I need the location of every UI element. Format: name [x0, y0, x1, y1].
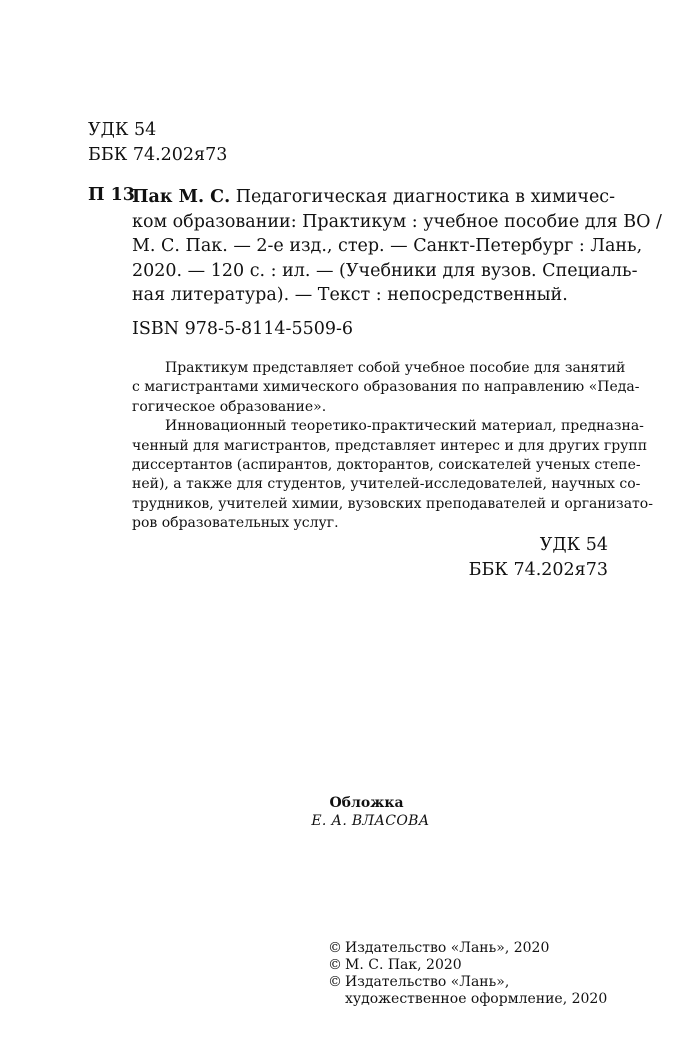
- copyright-icon: ©: [328, 940, 342, 956]
- classification-codes-bottom: [469, 533, 608, 583]
- annotation-line: Практикум представляет собой учебное пособие для занятий: [165, 360, 626, 376]
- bbk-code: ББК 74.202я73: [468, 560, 608, 580]
- cover-credit: [0, 794, 691, 830]
- copyright-continuation: художественное оформление, 2020: [345, 991, 608, 1007]
- annotation-line: диссертантов (аспирантов, докторантов, соискателей ученых степе-: [132, 457, 641, 474]
- bib-line-3: М. С. Пак. — 2-е изд., стер. — Санкт-Петербург : Лань,: [132, 236, 643, 256]
- copyright-line: © М. С. Пак, 2020: [328, 957, 462, 973]
- udk-code: УДК 54: [539, 535, 608, 555]
- annotation: [132, 359, 653, 534]
- annotation-line: с магистрантами химического образования по направлению «Педа-: [132, 379, 640, 396]
- annotation-line: трудников, учителей химии, вузовских преподавателей и организато-: [132, 495, 653, 512]
- annotation-line: ченный для магистрантов, представляет интерес и для других групп: [132, 437, 648, 454]
- bib-line-1: [132, 185, 616, 210]
- bibliographic-record: [132, 185, 662, 308]
- bib-line-5: ная литература). — Текст : непосредственный.: [132, 285, 568, 305]
- cover-designer: Е. А. ВЛАСОВА: [311, 813, 430, 829]
- annotation-line: ней), а также для студентов, учителей-исследователей, научных со-: [132, 476, 641, 493]
- copyright-line: © Издательство «Лань», 2020: [328, 940, 550, 956]
- copyright-icon: ©: [328, 957, 342, 973]
- author-name: Пак М. С.: [132, 187, 231, 207]
- copyright-line: © Издательство «Лань»,: [328, 974, 510, 990]
- annotation-line: гогическое образование».: [132, 398, 327, 415]
- author-mark: П 13: [88, 185, 135, 205]
- bib-line-4: 2020. — 120 с. : ил. — (Учебники для вузов. Специаль-: [132, 260, 638, 281]
- udk-code: УДК 54: [88, 120, 157, 140]
- cover-label: Обложка: [329, 795, 404, 811]
- copyright-block: [328, 940, 607, 1008]
- bib-line-2: ком образовании: Практикум : учебное пособие для ВО /: [132, 211, 662, 232]
- bib-title-start: Педагогическая диагностика в химичес-: [235, 187, 616, 207]
- annotation-line: ров образовательных услуг.: [132, 515, 339, 532]
- annotation-line: Инновационный теоретико-практический материал, предназна-: [165, 418, 644, 435]
- isbn: ISBN 978-5-8114-5509-6: [132, 319, 354, 339]
- bbk-code: ББК 74.202я73: [88, 145, 228, 165]
- copyright-icon: ©: [328, 974, 342, 990]
- classification-codes-top: [88, 118, 227, 168]
